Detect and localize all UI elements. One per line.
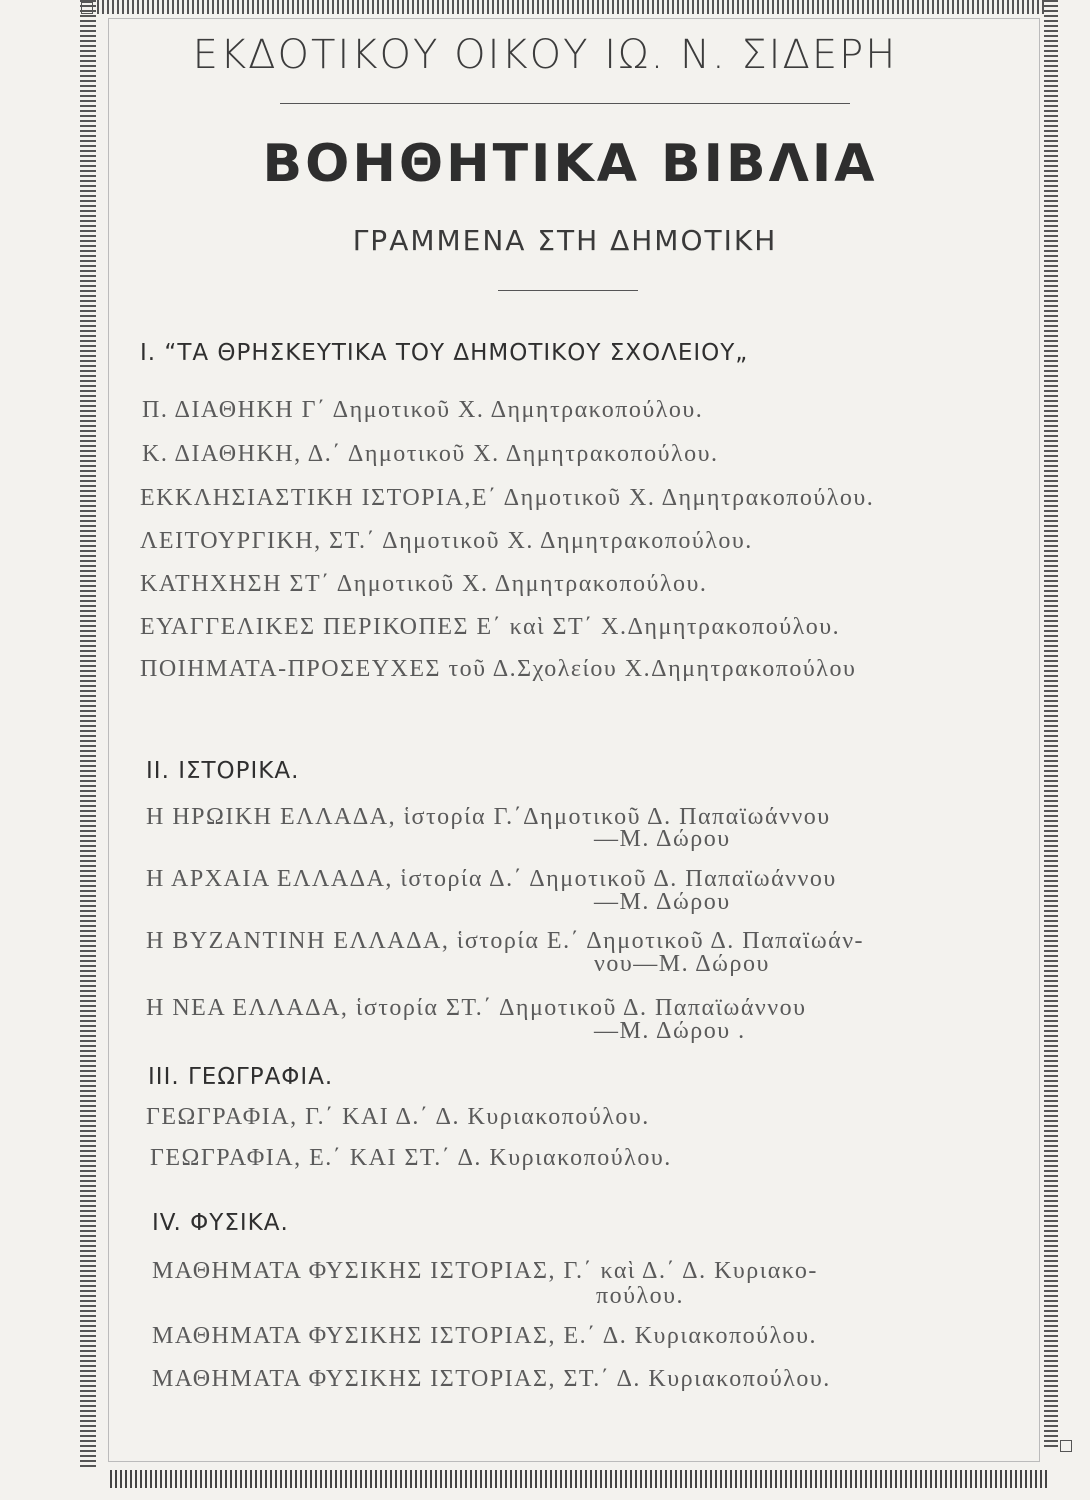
list-item: ΠΟΙΗΜΑΤΑ-ΠΡΟΣΕΥΧΕΣ τοῦ Δ.Σχολείου Χ.Δημητρακοπούλου <box>140 656 857 682</box>
corner-ornament-icon <box>1060 1440 1072 1452</box>
header-rule <box>280 103 850 104</box>
list-item: ΜΑΘΗΜΑΤΑ ΦΥΣΙΚΗΣ ΙΣΤΟΡΙΑΣ, Ε.΄ Δ. Κυριακοπούλου. <box>152 1323 818 1349</box>
list-item: ΜΑΘΗΜΑΤΑ ΦΥΣΙΚΗΣ ΙΣΤΟΡΙΑΣ, Γ.΄ καὶ Δ.΄ Δ. Κυριακο- <box>152 1258 818 1284</box>
list-item: Η ΗΡΩΙΚΗ ΕΛΛΑΔΑ, ἱστορία Γ.΄Δημοτικοῦ Δ. Παπαϊωάννου <box>146 804 831 830</box>
list-item: Η ΒΥΖΑΝΤΙΝΗ ΕΛΛΑΔΑ, ἱστορία Ε.΄ Δημοτικοῦ Δ. Παπαϊωάν- <box>146 928 865 954</box>
list-item: ΜΑΘΗΜΑΤΑ ΦΥΣΙΚΗΣ ΙΣΤΟΡΙΑΣ, ΣΤ.΄ Δ. Κυριακοπούλου. <box>152 1366 831 1392</box>
list-item-continuation: —Μ. Δώρου <box>594 889 731 915</box>
page-subtitle: ΓΡΑΜΜΕΝΑ ΣΤΗ ΔΗΜΟΤΙΚΗ <box>352 224 778 257</box>
list-item-continuation: —Μ. Δώρου <box>594 826 731 852</box>
list-item: Η ΑΡΧΑΙΑ ΕΛΛΑΔΑ, ἱστορία Δ.΄ Δημοτικοῦ Δ. Παπαϊωάννου <box>146 866 837 892</box>
list-item: Π. ΔΙΑΘΗΚΗ Γ΄ Δημοτικοῦ Χ. Δημητρακοπούλου. <box>142 397 704 423</box>
list-item: ΕΚΚΛΗΣΙΑΣΤΙΚΗ ΙΣΤΟΡΙΑ,Ε΄ Δημοτικοῦ Χ. Δημητρακοπούλου. <box>140 485 875 511</box>
corner-ornament-icon <box>81 2 93 14</box>
list-item-continuation: πούλου. <box>596 1283 685 1309</box>
section-heading-geography: III. ΓΕΩΓΡΑΦΙΑ. <box>148 1064 334 1090</box>
list-item: ΓΕΩΓΡΑΦΙΑ, Ε.΄ ΚΑΙ ΣΤ.΄ Δ. Κυριακοπούλου. <box>150 1145 672 1171</box>
decorative-border-left <box>80 0 96 1470</box>
list-item: ΛΕΙΤΟΥΡΓΙΚΗ, ΣΤ.΄ Δημοτικοῦ Χ. Δημητρακοπούλου. <box>140 528 753 554</box>
decorative-border-right <box>1044 0 1058 1450</box>
list-item: Η ΝΕΑ ΕΛΛΑΔΑ, ἱστορία ΣΤ.΄ Δημοτικοῦ Δ. Παπαϊωάννου <box>146 995 807 1021</box>
list-item: ΕΥΑΓΓΕΛΙΚΕΣ ΠΕΡΙΚΟΠΕΣ Ε΄ καὶ ΣΤ΄ Χ.Δημητρακοπούλου. <box>140 614 841 640</box>
title-rule <box>498 290 638 291</box>
list-item-continuation: —Μ. Δώρου . <box>594 1018 746 1044</box>
decorative-border-bottom <box>110 1470 1050 1488</box>
list-item: ΓΕΩΓΡΑΦΙΑ, Γ.΄ ΚΑΙ Δ.΄ Δ. Κυριακοπούλου. <box>146 1104 650 1130</box>
section-heading-history: II. ΙΣΤΟΡΙΚΑ. <box>146 758 300 784</box>
section-heading-religious: I. “ΤΑ ΘΡΗΣΚΕΥΤΙΚΑ ΤΟΥ ΔΗΜΟΤΙΚΟΥ ΣΧΟΛΕΙΟΥ„ <box>140 340 749 366</box>
list-item-continuation: νου—Μ. Δώρου <box>594 951 770 977</box>
publisher-header: ΕΚΔΟΤΙΚΟΥ ΟΙΚΟΥ ΙΩ. Ν. ΣΙΔΕΡΗ <box>192 32 898 78</box>
page-title: ΒΟΗΘΗΤΙΚΑ ΒΙΒΛΙΑ <box>262 134 878 194</box>
list-item: Κ. ΔΙΑΘΗΚΗ, Δ.΄ Δημοτικοῦ Χ. Δημητρακοπούλου. <box>142 441 719 467</box>
section-heading-physics: IV. ΦΥΣΙΚΑ. <box>152 1210 289 1236</box>
list-item: ΚΑΤΗΧΗΣΗ ΣΤ΄ Δημοτικοῦ Χ. Δημητρακοπούλου. <box>140 571 708 597</box>
decorative-border-top <box>92 0 1052 14</box>
